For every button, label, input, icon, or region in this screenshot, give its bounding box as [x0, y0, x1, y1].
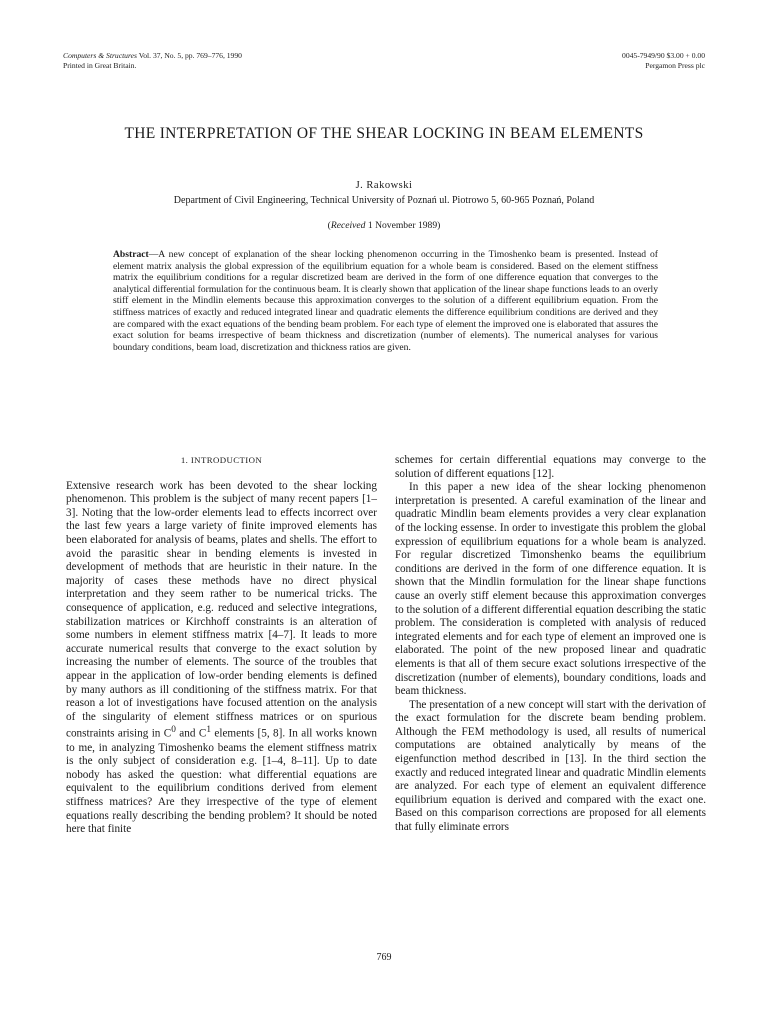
author-affiliation: Department of Civil Engineering, Technical University of Poznań ul. Piotrowo 5, 60-965 Poznań, Poland — [173, 195, 595, 206]
publisher-name: Pergamon Press plc — [645, 61, 705, 70]
section-heading-introduction: 1. INTRODUCTION — [180, 455, 263, 465]
intro-paragraph-2: In this paper a new idea of the shear locking phenomenon interpretation is presented. A careful examination of the linear and quadratic Mindlin beam elements provides a very clear explanation of the locking essense. In order to investigate this problem the global expression of equilibrium equations for a whole beam is analyzed. For regular discretized Timonshenko beams the equilibrium conditions are derived in the form of one difference equation. It is shown that the Mindlin formulation for the linear shape functions cause an overly stiff element because this approximation converges to the solution of a different differential equation describing the static problem. The consideration is completed with analysis of reduced integrated elements and for each type of element an improved one is elaborated. The point of the new proposed linear and quadratic elements is that all of them secure exact solutions irrespective of the discretization (number of elements), boundary conditions, loads and beam thickness. — [395, 481, 706, 698]
volume-pages: Vol. 37, No. 5, pp. 769–776, 1990 — [136, 51, 242, 60]
and-text: and C — [175, 728, 207, 741]
column-left — [66, 454, 377, 837]
abstract — [113, 249, 658, 353]
received-date — [60, 220, 708, 231]
printed-in: Printed in Great Britain. — [63, 61, 137, 70]
column-right — [395, 454, 706, 835]
issn-price: 0045-7949/90 $3.00 + 0.00 — [622, 51, 705, 60]
abstract-lead: Abstract — [113, 249, 149, 260]
superscript-0: 0 — [171, 725, 176, 736]
intro-paragraph-1-continued: schemes for certain differential equations may converge to the solution of different equations [12]. — [395, 454, 706, 480]
received-open-paren: ( — [327, 220, 331, 231]
abstract-text: —A new concept of explanation of the shear locking phenomenon occurring in the Timoshenko beam is presented. Instead of element matrix analysis the global expression of the equilibrium equation for a whole beam is considered. Based on the element stiffness matrix the equilibrium conditions for a regular discretized beam are derived in the form of one difference equation that converges to the analytical differential formulation for the continuous beam. It is clearly shown that application of the linear shape functions leads to an overly stiff element in the Mindlin elements because this approximation converges to the solution of a different equilibrium equation. From the stiffness matrices of exactly and reduced integrated linear and quadratic elements the difference equilibrium conditions are derived and they are compared with the exact equations of the bending beam problem. For each type of element the improved one is elaborated that assures the exact solution for beams irrespective of beam thickness and discretization (number of elements). The numerical analyses for various boundary conditions, beam load, discretization and thickness ratios are given. — [113, 249, 658, 353]
received-date-value: 1 November 1989) — [365, 220, 441, 231]
journal-citation — [63, 51, 242, 71]
paper-title: THE INTERPRETATION OF THE SHEAR LOCKING IN BEAM ELEMENTS — [124, 125, 644, 142]
superscript-1: 1 — [206, 725, 211, 736]
intro-paragraph-1-text: Extensive research work has been devoted to the shear locking phenomenon. This problem is the subject of many recent papers [1–3]. Noting that the low-order elements lead to effects incorrect over the last few years a large variety of finite improved elements has been elaborated for analysis of beams, plates and shells. The effort to avoid the parasitic shear in bending elements is invested in development of methods that are heuristic in their nature. In the majority of cases these methods have no direct physical interpretation and they seem rather to be numerical tricks. The consequence of application, e.g. reduced and selective integrations, stabilization matrices or Kirchhoff constraints is an alteration of some numbers in element stiffness matrix [4–7]. It leads to more accurate numerical results that converge to the exact solution by increasing the number of elements. The source of the troubles that appear in the application of low-order bending elements is defined by many authors as ill conditioning of the stiffness matrix. For that reason a lot of investigations have focused attention on the analysis of the singularity of element stiffness matrices or on spurious constraints arising in C — [66, 479, 377, 741]
author-name: J. Rakowski — [355, 180, 413, 191]
intro-paragraph-3: The presentation of a new concept will start with the derivation of the exact formulation for the discrete beam bending problem. Although the FEM methodology is used, all results of numerical computations are obtained analytically by means of the eigenfunction method described in [13]. In the third section the exactly and reduced integrated linear and quadratic Mindlin elements are analyzed. For each type of element an equivalent difference equilibrium equation is derived and compared with the exact one. Based on this comparison corrections are proposed for all elements that fully eliminate errors — [395, 698, 706, 834]
page-number: 769 — [376, 952, 392, 963]
intro-paragraph-1-text-cont: elements [5, 8]. In all works known to me, in analyzing Timoshenko beams the element stiffness matrix is the only subject of consideration e.g. [1–4, 8–11]. Up to date nobody has asked the question: what differential equations are equivalent to the equilibrium conditions derived from element stiffness matrices? Are they irrespective of the type of element equations really describing the bending problem? It should be noted here that finite — [66, 728, 377, 836]
intro-paragraph-1 — [66, 480, 377, 837]
received-label: Received — [330, 220, 366, 231]
journal-name: Computers & Structures — [63, 51, 137, 60]
publisher-info — [622, 51, 705, 71]
